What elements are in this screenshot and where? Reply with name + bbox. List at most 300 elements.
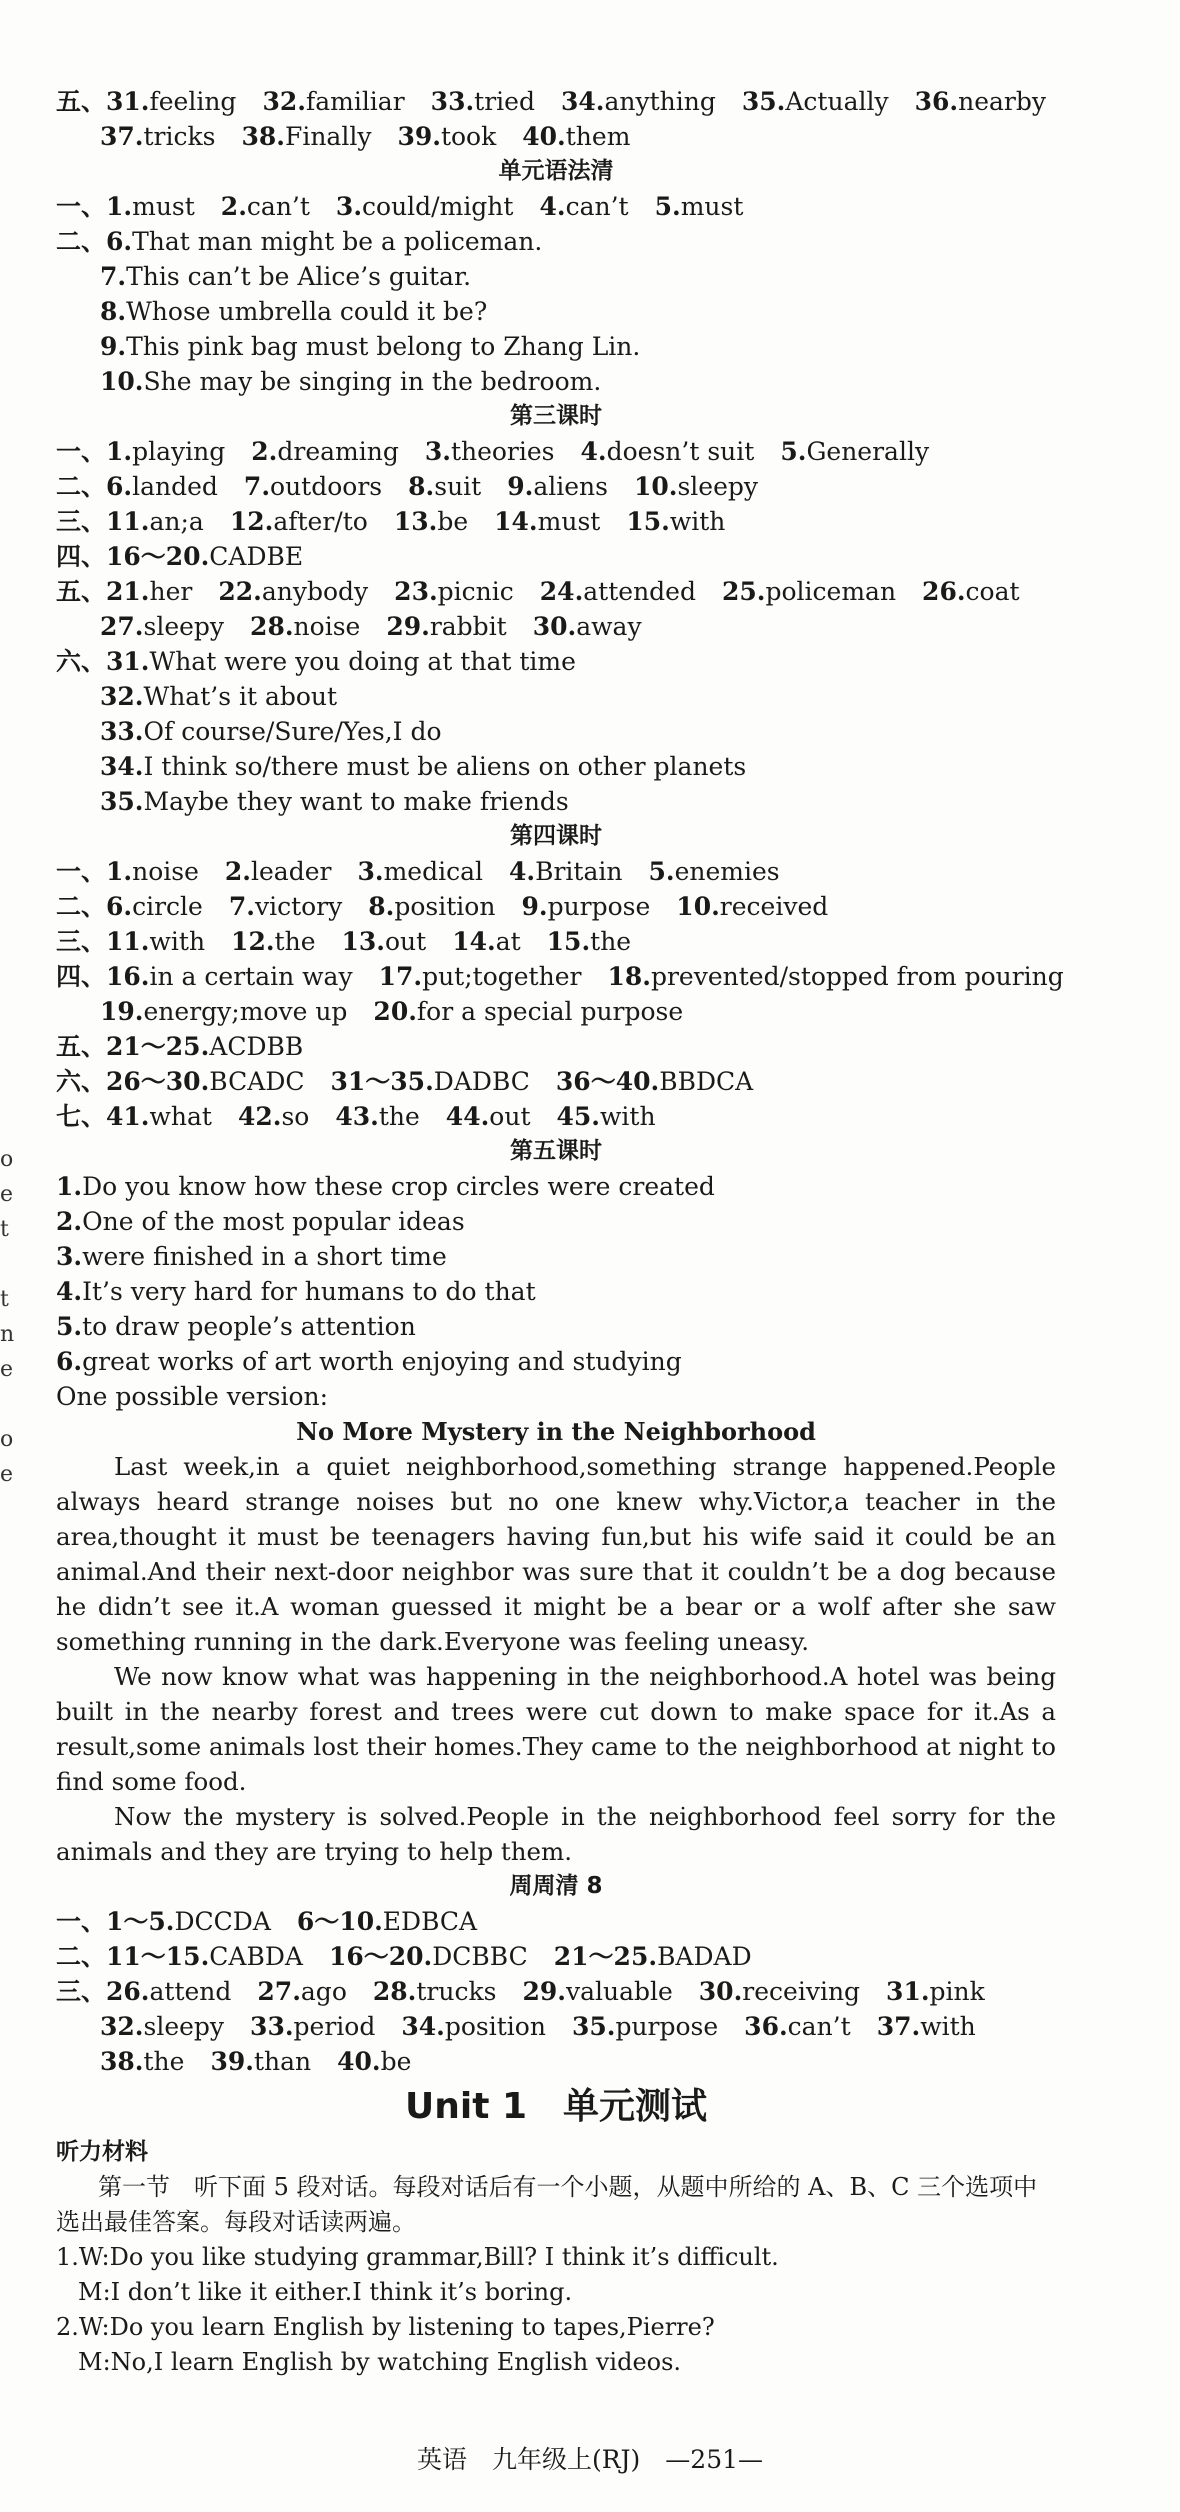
margin-letter: e [0, 1462, 14, 1487]
item-answer: purpose [547, 892, 651, 921]
answer-item [540, 574, 696, 609]
item-number: 35. [571, 2012, 616, 2041]
answer-item [342, 924, 427, 959]
listening-section-label: 听力材料 [56, 2139, 148, 2165]
item-number: 22. [218, 577, 262, 606]
answer-item [521, 889, 650, 924]
answer-item [373, 994, 683, 1029]
sentence-text: Maybe they want to make friends [143, 787, 569, 816]
item-answer: EDBCA [382, 1907, 478, 1936]
answer-item [100, 994, 347, 1029]
item-number: 37. [100, 122, 144, 151]
answer-item [561, 84, 716, 119]
item-answer: aliens [533, 472, 608, 501]
item-number: 31. [886, 1977, 930, 2006]
item-number: 14. [494, 507, 538, 536]
item-answer: received [719, 892, 829, 921]
answer-item [229, 889, 342, 924]
item-number: 9. [100, 332, 127, 361]
answer-item [336, 189, 514, 224]
item-number: 16～20. [328, 1942, 433, 1971]
answer-item [780, 434, 929, 469]
answer-item [210, 2044, 311, 2079]
answer-item [221, 189, 310, 224]
item-number: 33. [430, 87, 475, 116]
answer-line [56, 1974, 1056, 2009]
item-answer: sleepy [143, 612, 225, 641]
answer-item [744, 2009, 851, 2044]
item-answer: trucks [416, 1977, 497, 2006]
item-number: 四、16. [56, 962, 150, 991]
answer-item [373, 1974, 497, 2009]
listening-instructions [56, 2170, 1056, 2240]
item-answer: nearby [958, 87, 1046, 116]
item-answer: the [274, 927, 316, 956]
item-number: 35. [100, 787, 144, 816]
item-answer: took [440, 122, 497, 151]
margin-letter: t [0, 1287, 9, 1312]
sentence-line [56, 679, 1056, 714]
item-number: 10. [633, 472, 678, 501]
item-answer: valuable [565, 1977, 673, 2006]
speaker-label: 1.W: [56, 2243, 110, 2271]
answer-item [56, 854, 199, 889]
item-number: 2. [224, 857, 251, 886]
item-answer: in a certain way [149, 962, 353, 991]
answer-item [401, 2009, 546, 2044]
speaker-label: M: [78, 2348, 111, 2376]
item-number: 8. [368, 892, 395, 921]
answer-item [251, 434, 399, 469]
sentence-text: great works of art worth enjoying and studying [82, 1347, 682, 1376]
answer-item [554, 1939, 752, 1974]
item-number: 34. [401, 2012, 445, 2041]
item-answer: ago [300, 1977, 347, 2006]
item-number: 12. [229, 507, 274, 536]
answer-item [368, 889, 495, 924]
item-number: 13. [393, 507, 438, 536]
answer-item [56, 924, 205, 959]
answer-item [634, 469, 758, 504]
answer-item [238, 1099, 309, 1134]
answer-item [722, 574, 896, 609]
answer-item [56, 1099, 212, 1134]
item-answer: out [385, 927, 427, 956]
item-number: 1. [56, 1172, 83, 1201]
answer-item [379, 959, 582, 994]
dialogue-line [56, 2345, 1056, 2380]
item-number: 4. [580, 437, 607, 466]
answer-item [507, 469, 608, 504]
sentence-text: Whose umbrella could it be? [126, 297, 488, 326]
item-number: 33. [100, 717, 144, 746]
item-number: 18. [607, 962, 651, 991]
item-answer: familiar [305, 87, 405, 116]
item-number: 35. [741, 87, 786, 116]
item-answer: coat [965, 577, 1020, 606]
item-number: 5. [648, 857, 675, 886]
answer-item [357, 854, 483, 889]
item-number: 29. [386, 612, 430, 641]
sentence-line [56, 364, 1056, 399]
item-answer: doesn’t suit [606, 437, 755, 466]
sentence-text: One of the most popular ideas [82, 1207, 465, 1236]
item-number: 2. [56, 1207, 83, 1236]
item-number: 40. [522, 122, 566, 151]
item-number: 三、26. [56, 1977, 150, 2006]
answer-item [56, 1974, 231, 2009]
item-number: 28. [250, 612, 294, 641]
answer-item [56, 434, 225, 469]
item-number: 5. [780, 437, 807, 466]
item-answer: attend [149, 1977, 232, 2006]
answer-item [922, 574, 1020, 609]
essay-paragraph: We now know what was happening in the neighborhood.A hotel was being built in the nearby forest and trees were cut down to make space for it.As a result,some animals lost their homes.They came to the neighborhood at night to find some food. [56, 1662, 1056, 1796]
answer-item [699, 1974, 860, 2009]
section-heading: 第五课时 [510, 1138, 602, 1164]
answer-item [915, 84, 1046, 119]
sentence-text: to draw people’s attention [82, 1312, 416, 1341]
item-answer: them [565, 122, 631, 151]
item-answer: can’t [565, 192, 629, 221]
item-answer: sleepy [677, 472, 758, 501]
item-number: 三、11. [56, 507, 150, 536]
item-answer: must [537, 507, 601, 536]
item-number: 27. [257, 1977, 301, 2006]
item-answer: BBDCA [659, 1067, 754, 1096]
answer-item [56, 1904, 271, 1939]
item-number: 23. [394, 577, 438, 606]
item-answer: receiving [742, 1977, 861, 2006]
answer-line [56, 1029, 1056, 1064]
item-number: 7. [100, 262, 127, 291]
item-number: 8. [100, 297, 127, 326]
item-number: 40. [337, 2047, 381, 2076]
answer-item [100, 119, 215, 154]
answer-item [337, 2044, 411, 2079]
item-number: 30. [698, 1977, 743, 2006]
item-answer: ACDBB [209, 1032, 304, 1061]
item-number: 17. [378, 962, 423, 991]
answer-item [394, 504, 468, 539]
item-answer: noise [293, 612, 361, 641]
margin-letter: e [0, 1357, 14, 1382]
item-answer: energy;move up [143, 997, 348, 1026]
answer-item [56, 189, 195, 224]
item-number: 7. [243, 472, 271, 501]
answer-line [56, 469, 1056, 504]
sentence-text: Of course/Sure/Yes,I do [143, 717, 442, 746]
answer-line [56, 854, 1056, 889]
answer-item [100, 609, 224, 644]
item-answer: must [680, 192, 744, 221]
answer-item [522, 1974, 672, 2009]
answer-item [250, 609, 360, 644]
item-answer: landed [132, 472, 218, 501]
item-number: 15. [626, 507, 670, 536]
item-answer: the [143, 2047, 185, 2076]
item-number: 32. [262, 87, 306, 116]
answer-item [100, 2044, 184, 2079]
sentence-text: That man might be a policeman. [132, 227, 543, 256]
item-number: 20. [373, 997, 417, 1026]
answer-item [329, 1939, 528, 1974]
item-number: 26. [922, 577, 966, 606]
answer-item [676, 889, 828, 924]
item-answer: picnic [437, 577, 514, 606]
item-number: 4. [508, 857, 536, 886]
answer-item [877, 2009, 976, 2044]
item-answer: after/to [273, 507, 368, 536]
section-heading: 第四课时 [510, 823, 602, 849]
essay-paragraph: Now the mystery is solved.People in the neighborhood feel sorry for the animals and they are trying to help them. [56, 1802, 1056, 1866]
item-number: 31～35. [330, 1067, 434, 1096]
item-number: 33. [250, 2012, 294, 2041]
item-answer: tried [474, 87, 535, 116]
sentence-line [56, 329, 1056, 364]
item-answer: can’t [787, 2012, 851, 2041]
answer-item [56, 959, 353, 994]
answer-item [494, 504, 600, 539]
answer-item [100, 2009, 224, 2044]
item-number: 五、31. [56, 87, 150, 116]
answer-item [446, 1099, 531, 1134]
item-number: 4. [539, 192, 566, 221]
answer-item [408, 469, 481, 504]
item-number: 二、6. [56, 892, 133, 921]
speaker-label: M: [78, 2278, 111, 2306]
answer-item [648, 854, 779, 889]
answer-item [250, 2009, 375, 2044]
item-number: 9. [521, 892, 548, 921]
answer-item [394, 574, 514, 609]
sentence-text: What’s it about [143, 682, 338, 711]
item-answer: DADBC [433, 1067, 530, 1096]
sentence-line [56, 294, 1056, 329]
answer-item [257, 1974, 346, 2009]
margin-letter: n [0, 1322, 15, 1347]
item-answer: outdoors [270, 472, 383, 501]
item-number: 6. [56, 1347, 83, 1376]
item-number: 3. [56, 1242, 83, 1271]
item-number: 四、16～20. [56, 542, 210, 571]
item-number: 二、6. [56, 227, 133, 256]
item-number: 27. [100, 612, 144, 641]
item-number: 七、41. [56, 1102, 150, 1131]
answer-line [56, 1099, 1056, 1134]
item-answer: put;together [422, 962, 582, 991]
item-number: 一、1. [56, 192, 133, 221]
answer-item [626, 504, 725, 539]
section-heading: 第三课时 [510, 403, 602, 429]
margin-letter: o [0, 1427, 14, 1452]
sentence-line [56, 1239, 1056, 1274]
item-number: 2. [251, 437, 278, 466]
answer-item [539, 189, 628, 224]
item-answer: CABDA [209, 1942, 303, 1971]
answer-item [56, 84, 236, 119]
item-number: 10. [100, 367, 144, 396]
item-number: 8. [408, 472, 435, 501]
item-answer: can’t [246, 192, 310, 221]
item-answer: for a special purpose [416, 997, 684, 1026]
sentence-line [56, 1204, 1056, 1239]
item-answer: rabbit [429, 612, 507, 641]
answer-item [241, 119, 371, 154]
item-answer: be [380, 2047, 412, 2076]
answer-item [56, 1939, 303, 1974]
item-answer: attended [583, 577, 696, 606]
answer-line [56, 189, 1056, 224]
item-answer: BCADC [209, 1067, 305, 1096]
item-number: 34. [100, 752, 144, 781]
answer-line [56, 434, 1056, 469]
item-number: 25. [721, 577, 766, 606]
answer-page [56, 84, 1064, 2380]
item-number: 43. [335, 1102, 379, 1131]
item-number: 五、21. [56, 577, 150, 606]
item-number: 24. [539, 577, 584, 606]
answer-line [56, 609, 1056, 644]
item-answer: her [149, 577, 193, 606]
item-answer: Finally [284, 122, 372, 151]
answer-item [297, 1904, 477, 1939]
answer-item [425, 434, 555, 469]
answer-line [56, 1064, 1056, 1099]
item-number: 一、1. [56, 857, 133, 886]
item-number: 15. [546, 927, 591, 956]
item-number: 44. [445, 1102, 490, 1131]
answer-item [56, 469, 218, 504]
item-number: 二、6. [56, 472, 133, 501]
sentence-line [56, 784, 1056, 819]
sentence-line [56, 259, 1056, 294]
sentence-text: It’s very hard for humans to do that [82, 1277, 536, 1306]
margin-letter: o [0, 1147, 14, 1172]
sentence-text: What were you doing at that time [149, 647, 576, 676]
dialogue-text: Do you like studying grammar,Bill? I think it’s difficult. [109, 2243, 779, 2271]
item-number: 38. [241, 122, 285, 151]
item-number: 5. [654, 192, 681, 221]
answer-line [56, 119, 1056, 154]
answer-item [557, 1099, 656, 1134]
answer-line [56, 959, 1064, 994]
item-number: 39. [210, 2047, 254, 2076]
answer-line [56, 889, 1056, 924]
item-answer: CADBE [209, 542, 304, 571]
page-footer: 英语 九年级上(RJ) —251— [416, 2445, 764, 2474]
sentence-line [56, 1169, 1056, 1204]
item-number: 45. [556, 1102, 600, 1131]
item-number: 42. [237, 1102, 282, 1131]
answer-line [56, 539, 1056, 574]
item-number: 3. [335, 192, 363, 221]
item-number: 4. [56, 1277, 83, 1306]
answer-item [522, 119, 630, 154]
item-answer: noise [132, 857, 199, 886]
item-answer: be [437, 507, 469, 536]
sentence-list [56, 1169, 1056, 1379]
item-answer: theories [450, 437, 555, 466]
item-number: 30. [532, 612, 577, 641]
answer-item [533, 609, 642, 644]
item-answer: suit [434, 472, 482, 501]
answer-line [56, 994, 1056, 1029]
answer-item [509, 854, 622, 889]
item-number: 32. [100, 682, 144, 711]
sentence-text: Do you know how these crop circles were created [82, 1172, 715, 1201]
answer-item [231, 924, 315, 959]
answer-item [218, 574, 368, 609]
margin-letter: e [0, 1182, 14, 1207]
item-answer: anybody [261, 577, 369, 606]
item-answer: must [132, 192, 195, 221]
answer-item [56, 504, 204, 539]
item-number: 五、21～25. [56, 1032, 210, 1061]
item-number: 3. [357, 857, 384, 886]
dialogue-line [56, 2310, 1056, 2345]
item-answer: medical [383, 857, 483, 886]
answer-item [572, 2009, 718, 2044]
item-number: 34. [560, 87, 605, 116]
essay-paragraph: Last week,in a quiet neighborhood,something strange happened.People always heard strange noises but no one knew why.Victor,a teacher in the area,thought it must be teenagers having fun,but his wife said it could be an animal.And their next-door neighbor was sure that it couldn’t be a dog because he didn’t see it.A woman guessed it might be a bear or a wolf after she saw something running in the dark.Everyone was feeling uneasy. [56, 1452, 1056, 1656]
answer-item [56, 539, 303, 574]
answer-item [452, 924, 520, 959]
item-answer: the [590, 927, 632, 956]
item-answer: could/might [362, 192, 514, 221]
item-answer: DCCDA [174, 1907, 271, 1936]
margin-letter: t [0, 1217, 9, 1242]
item-answer: sleepy [143, 2012, 225, 2041]
item-answer: playing [132, 437, 226, 466]
item-answer: what [149, 1102, 212, 1131]
speaker-label: 2.W: [56, 2313, 110, 2341]
item-number: 10. [676, 892, 720, 921]
item-number: 二、11～15. [56, 1942, 210, 1971]
answer-line [56, 574, 1056, 609]
item-answer: with [920, 2012, 976, 2041]
essay-body [56, 1449, 1056, 1869]
version-label: One possible version: [56, 1382, 329, 1411]
sentence-line [56, 1309, 1056, 1344]
item-answer: Actually [785, 87, 889, 116]
item-answer: enemies [674, 857, 780, 886]
item-number: 36. [914, 87, 959, 116]
item-number: 9. [507, 472, 534, 501]
item-number: 29. [522, 1977, 566, 2006]
item-answer: dreaming [277, 437, 399, 466]
answer-item [431, 84, 535, 119]
answer-item [230, 504, 368, 539]
item-number: 3. [424, 437, 451, 466]
item-number: 38. [100, 2047, 144, 2076]
item-number: 5. [56, 1312, 83, 1341]
item-answer: DCBBC [432, 1942, 528, 1971]
item-number: 19. [100, 997, 144, 1026]
item-number: 一、1～5. [56, 1907, 175, 1936]
sentence-text: She may be singing in the bedroom. [143, 367, 602, 396]
sentence-list [56, 224, 1056, 399]
answer-item [244, 469, 382, 504]
answer-line [56, 504, 1056, 539]
section-heading: 单元语法清 [498, 158, 614, 184]
item-answer: than [253, 2047, 312, 2076]
item-answer: the [378, 1102, 420, 1131]
item-answer: prevented/stopped from pouring [650, 962, 1064, 991]
dialogue-text: No,I learn English by watching English videos. [110, 2348, 682, 2376]
answer-item [607, 959, 1063, 994]
item-answer: with [600, 1102, 656, 1131]
